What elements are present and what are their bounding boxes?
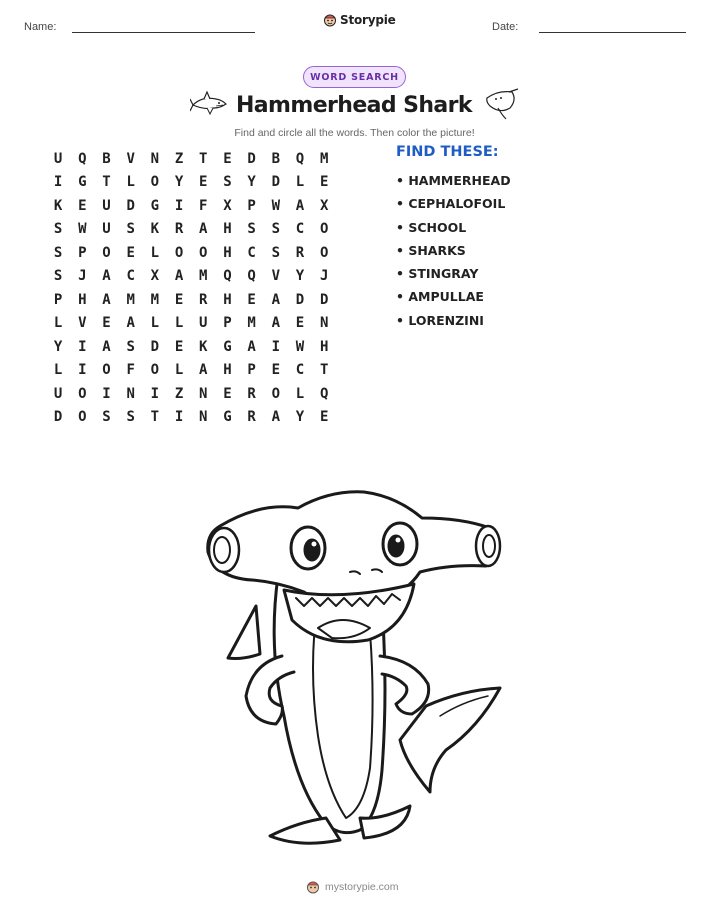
grid-letter[interactable]: W	[295, 338, 305, 355]
grid-letter[interactable]: R	[247, 409, 256, 426]
grid-letter[interactable]: P	[223, 315, 232, 332]
grid-letter[interactable]: I	[102, 385, 111, 402]
grid-letter[interactable]: A	[199, 221, 208, 238]
grid-letter[interactable]: Y	[295, 268, 305, 285]
grid-letter[interactable]: S	[53, 244, 63, 261]
grid-letter[interactable]: S	[126, 221, 135, 238]
grid-letter[interactable]: P	[53, 291, 63, 308]
grid-letter[interactable]: H	[223, 244, 232, 261]
grid-letter[interactable]: A	[247, 338, 256, 355]
grid-letter[interactable]: O	[199, 244, 208, 261]
grid-letter[interactable]: E	[295, 315, 305, 332]
grid-letter[interactable]: L	[53, 315, 63, 332]
grid-letter[interactable]: L	[295, 174, 305, 191]
brand-logo	[323, 13, 396, 27]
date-label: Date:	[492, 21, 519, 33]
grid-letter[interactable]: L	[53, 362, 63, 379]
grid-letter[interactable]: W	[271, 197, 280, 214]
grid-letter[interactable]: T	[319, 362, 329, 379]
grid-letter[interactable]: U	[53, 385, 63, 402]
grid-letter[interactable]: H	[223, 362, 232, 379]
stingray-icon	[484, 88, 520, 120]
grid-letter[interactable]: R	[199, 291, 208, 308]
grid-letter[interactable]: E	[223, 150, 232, 167]
grid-letter[interactable]: C	[295, 221, 305, 238]
name-line[interactable]	[72, 32, 255, 33]
grid-letter[interactable]: M	[126, 291, 135, 308]
grid-letter[interactable]: Q	[223, 268, 232, 285]
grid-letter[interactable]: E	[247, 291, 256, 308]
grid-letter[interactable]: J	[319, 268, 329, 285]
grid-letter[interactable]: G	[78, 174, 87, 191]
grid-letter[interactable]: Q	[295, 150, 305, 167]
grid-letter[interactable]: T	[150, 409, 160, 426]
grid-letter[interactable]: S	[126, 338, 135, 355]
grid-letter[interactable]: A	[102, 338, 111, 355]
grid-letter[interactable]: A	[271, 315, 280, 332]
grid-letter[interactable]: A	[295, 197, 305, 214]
grid-letter[interactable]: C	[126, 268, 135, 285]
grid-letter[interactable]: L	[174, 315, 184, 332]
small-shark-icon	[190, 91, 228, 117]
mascot-icon	[323, 13, 337, 27]
grid-letter[interactable]: Y	[174, 174, 184, 191]
instructions: Find and circle all the words. Then color the picture!	[234, 127, 475, 139]
hammerhead-shark-illustration	[200, 488, 505, 850]
grid-letter[interactable]: J	[78, 268, 87, 285]
grid-letter[interactable]: G	[150, 197, 160, 214]
grid-letter[interactable]: N	[150, 150, 160, 167]
word-item: • CEPHALOFOIL	[396, 195, 511, 218]
grid-letter[interactable]: E	[319, 409, 329, 426]
grid-letter[interactable]: N	[126, 385, 135, 402]
grid-letter[interactable]: B	[102, 150, 111, 167]
grid-letter[interactable]: E	[271, 362, 280, 379]
footer	[306, 880, 399, 894]
grid-letter[interactable]: X	[223, 197, 232, 214]
grid-letter[interactable]: H	[223, 221, 232, 238]
letter-grid	[46, 147, 366, 429]
grid-letter[interactable]: H	[223, 291, 232, 308]
grid-letter[interactable]: S	[126, 409, 135, 426]
grid-letter[interactable]: A	[174, 268, 184, 285]
grid-letter[interactable]: R	[295, 244, 305, 261]
grid-letter[interactable]: E	[174, 291, 184, 308]
grid-letter[interactable]: G	[223, 338, 232, 355]
grid-letter[interactable]: A	[271, 409, 280, 426]
grid-letter[interactable]: M	[319, 150, 329, 167]
grid-letter[interactable]: E	[199, 174, 208, 191]
date-line[interactable]	[539, 32, 686, 33]
grid-letter[interactable]: F	[199, 197, 208, 214]
grid-letter[interactable]: K	[150, 221, 160, 238]
grid-letter[interactable]: W	[78, 221, 87, 238]
grid-letter[interactable]: D	[271, 174, 280, 191]
grid-letter[interactable]: Y	[53, 338, 63, 355]
grid-letter[interactable]: O	[102, 244, 111, 261]
grid-letter[interactable]: F	[126, 362, 135, 379]
grid-letter[interactable]: S	[271, 244, 280, 261]
grid-letter[interactable]: O	[319, 244, 329, 261]
grid-letter[interactable]: C	[295, 362, 305, 379]
grid-letter[interactable]: A	[102, 291, 111, 308]
grid-letter[interactable]: E	[223, 385, 232, 402]
grid-letter[interactable]: N	[199, 385, 208, 402]
grid-letter[interactable]: O	[78, 385, 87, 402]
grid-letter[interactable]: X	[319, 197, 329, 214]
grid-letter[interactable]: D	[53, 409, 63, 426]
grid-letter[interactable]: Z	[174, 150, 184, 167]
grid-letter[interactable]: Z	[174, 385, 184, 402]
find-heading: FIND THESE:	[396, 144, 499, 160]
grid-letter[interactable]: L	[174, 362, 184, 379]
grid-letter[interactable]: Q	[247, 268, 256, 285]
grid-letter[interactable]: S	[271, 221, 280, 238]
grid-letter[interactable]: U	[102, 221, 111, 238]
grid-letter[interactable]: I	[53, 174, 63, 191]
word-item: • STINGRAY	[396, 265, 511, 288]
grid-letter[interactable]: L	[150, 315, 160, 332]
grid-letter[interactable]: X	[150, 268, 160, 285]
grid-letter[interactable]: N	[319, 315, 329, 332]
grid-letter[interactable]: D	[295, 291, 305, 308]
grid-letter[interactable]: M	[150, 291, 160, 308]
grid-letter[interactable]: O	[271, 385, 280, 402]
grid-letter[interactable]: N	[199, 409, 208, 426]
grid-letter[interactable]: T	[199, 150, 208, 167]
grid-letter[interactable]: Y	[247, 174, 256, 191]
grid-letter[interactable]: D	[150, 338, 160, 355]
grid-letter[interactable]: T	[102, 174, 111, 191]
grid-letter[interactable]: R	[247, 385, 256, 402]
grid-letter[interactable]: I	[271, 338, 280, 355]
word-list	[396, 172, 511, 335]
grid-letter[interactable]: A	[271, 291, 280, 308]
grid-letter[interactable]: V	[271, 268, 280, 285]
grid-letter[interactable]: S	[247, 221, 256, 238]
grid-letter[interactable]: Q	[319, 385, 329, 402]
grid-letter[interactable]: K	[53, 197, 63, 214]
name-label: Name:	[24, 21, 57, 33]
grid-letter[interactable]: P	[247, 197, 256, 214]
grid-letter[interactable]: M	[199, 268, 208, 285]
grid-letter[interactable]: L	[126, 174, 135, 191]
grid-letter[interactable]: V	[78, 315, 87, 332]
grid-letter[interactable]: A	[199, 362, 208, 379]
grid-letter[interactable]: O	[150, 174, 160, 191]
page-title: Hammerhead Shark	[236, 93, 472, 118]
grid-letter[interactable]: L	[150, 244, 160, 261]
grid-letter[interactable]: S	[102, 409, 111, 426]
grid-letter[interactable]: R	[174, 221, 184, 238]
grid-letter[interactable]: I	[78, 362, 87, 379]
grid-letter[interactable]: E	[174, 338, 184, 355]
grid-letter[interactable]: H	[78, 291, 87, 308]
grid-letter[interactable]: E	[319, 174, 329, 191]
grid-letter[interactable]: I	[174, 197, 184, 214]
word-item: • AMPULLAE	[396, 288, 511, 311]
word-item: • HAMMERHEAD	[396, 172, 511, 195]
grid-letter[interactable]: D	[126, 197, 135, 214]
grid-letter[interactable]: O	[102, 362, 111, 379]
grid-letter[interactable]: H	[319, 338, 329, 355]
grid-letter[interactable]: G	[223, 409, 232, 426]
grid-letter[interactable]: S	[53, 268, 63, 285]
grid-letter[interactable]: I	[78, 338, 87, 355]
grid-letter[interactable]: E	[126, 244, 135, 261]
grid-letter[interactable]: C	[247, 244, 256, 261]
grid-letter[interactable]: D	[319, 291, 329, 308]
grid-letter[interactable]: V	[126, 150, 135, 167]
footer-url[interactable]: mystorypie.com	[325, 881, 399, 893]
grid-letter[interactable]: S	[223, 174, 232, 191]
grid-letter[interactable]: Q	[78, 150, 87, 167]
grid-letter[interactable]: P	[78, 244, 87, 261]
grid-letter[interactable]: D	[247, 150, 256, 167]
grid-letter[interactable]: A	[102, 268, 111, 285]
word-item: • SCHOOL	[396, 219, 511, 242]
word-item: • LORENZINI	[396, 312, 511, 335]
grid-letter[interactable]: S	[53, 221, 63, 238]
grid-letter[interactable]: Y	[295, 409, 305, 426]
grid-letter[interactable]: U	[199, 315, 208, 332]
word-item: • SHARKS	[396, 242, 511, 265]
grid-letter[interactable]: K	[199, 338, 208, 355]
grid-letter[interactable]: P	[247, 362, 256, 379]
grid-letter[interactable]: L	[295, 385, 305, 402]
grid-letter[interactable]: A	[126, 315, 135, 332]
grid-letter[interactable]: M	[247, 315, 256, 332]
grid-letter[interactable]: B	[271, 150, 280, 167]
grid-letter[interactable]: I	[174, 409, 184, 426]
grid-letter[interactable]: E	[102, 315, 111, 332]
grid-letter[interactable]: O	[78, 409, 87, 426]
brand-name: Storypie	[340, 13, 396, 27]
grid-letter[interactable]: U	[102, 197, 111, 214]
grid-letter[interactable]: O	[174, 244, 184, 261]
grid-letter[interactable]: U	[53, 150, 63, 167]
grid-letter[interactable]: O	[150, 362, 160, 379]
grid-letter[interactable]: E	[78, 197, 87, 214]
mascot-icon	[306, 880, 320, 894]
grid-letter[interactable]: I	[150, 385, 160, 402]
word-search-badge: WORD SEARCH	[303, 66, 406, 88]
grid-letter[interactable]: O	[319, 221, 329, 238]
